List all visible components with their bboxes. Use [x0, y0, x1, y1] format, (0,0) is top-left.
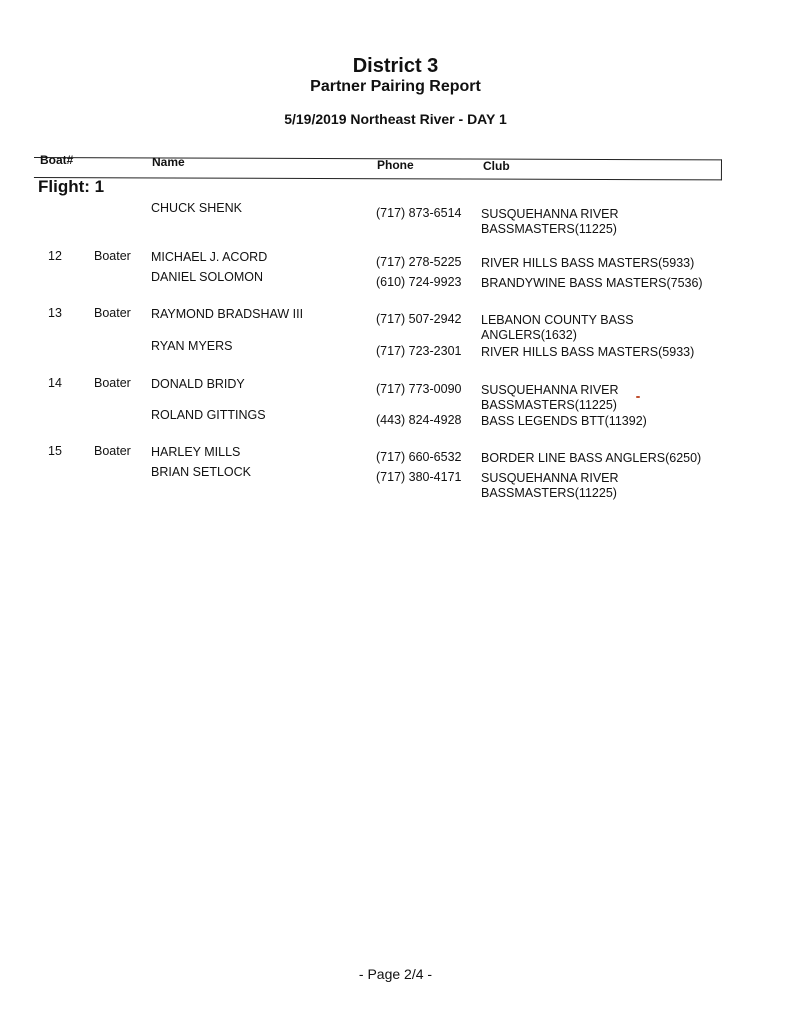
club-name-line: BASS LEGENDS BTT(11392) — [481, 413, 647, 428]
column-header-boat: Boat# — [40, 153, 74, 167]
angler-name: HARLEY MILLS — [151, 444, 241, 459]
club-name-line: BASSMASTERS(11225) — [481, 397, 617, 412]
club-name-line: SUSQUEHANNA RIVER — [481, 206, 619, 221]
column-header-name: Name — [152, 155, 185, 169]
phone-number: (717) 723-2301 — [376, 343, 462, 358]
boat-number: 14 — [48, 375, 62, 390]
club-name-line: BORDER LINE BASS ANGLERS(6250) — [481, 450, 702, 465]
club-name-line: BRANDYWINE BASS MASTERS(7536) — [481, 275, 703, 290]
club-name-line: ANGLERS(1632) — [481, 327, 577, 342]
phone-number: (717) 507-2942 — [376, 311, 462, 326]
event-heading: 5/19/2019 Northeast River - DAY 1 — [284, 111, 507, 127]
phone-number: (717) 873-6514 — [376, 205, 462, 220]
boat-number: 13 — [48, 305, 62, 320]
club-name-line: SUSQUEHANNA RIVER — [481, 470, 619, 485]
flight-label: Flight: 1 — [38, 177, 105, 196]
angler-name: MICHAEL J. ACORD — [151, 249, 268, 264]
angler-name: BRIAN SETLOCK — [151, 464, 252, 479]
boater-role: Boater — [94, 376, 131, 391]
club-name-line: BASSMASTERS(11225) — [481, 485, 617, 500]
phone-number: (717) 380-4171 — [376, 469, 462, 484]
column-header-phone: Phone — [377, 158, 414, 172]
phone-number: (610) 724-9923 — [376, 274, 462, 289]
report-title: District 3 — [352, 55, 439, 77]
angler-name: CHUCK SHENK — [151, 200, 242, 215]
club-name-line: RIVER HILLS BASS MASTERS(5933) — [481, 255, 695, 270]
club-name-line: SUSQUEHANNA RIVER — [481, 382, 619, 397]
club-name-line: LEBANON COUNTY BASS — [481, 312, 634, 327]
boater-role: Boater — [94, 306, 131, 321]
phone-number: (717) 773-0090 — [376, 381, 462, 396]
angler-name: RAYMOND BRADSHAW III — [151, 306, 304, 321]
boat-number: 15 — [48, 443, 62, 458]
angler-name: DONALD BRIDY — [151, 376, 245, 391]
scan-speck — [636, 396, 640, 398]
phone-number: (717) 278-5225 — [376, 254, 462, 269]
phone-number: (717) 660-6532 — [376, 449, 462, 464]
angler-name: DANIEL SOLOMON — [151, 269, 264, 284]
boater-role: Boater — [94, 444, 131, 459]
angler-name: RYAN MYERS — [151, 338, 233, 353]
angler-name: ROLAND GITTINGS — [151, 407, 266, 422]
column-header-club: Club — [483, 159, 510, 173]
report-subtitle: Partner Pairing Report — [310, 78, 481, 95]
page-footer: - Page 2/4 - — [358, 966, 433, 982]
boater-role: Boater — [94, 249, 131, 264]
boat-number: 12 — [48, 248, 62, 263]
club-name-line: RIVER HILLS BASS MASTERS(5933) — [481, 344, 695, 359]
club-name-line: BASSMASTERS(11225) — [481, 221, 617, 236]
phone-number: (443) 824-4928 — [376, 412, 462, 427]
